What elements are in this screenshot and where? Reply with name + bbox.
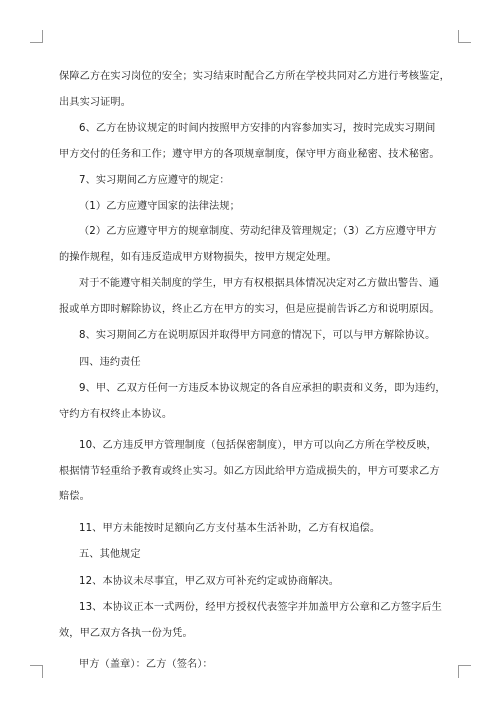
clause-7-item-1: （1）乙方应遵守国家的法律法规； xyxy=(79,200,240,212)
clause-7-heading: 7、实习期间乙方应遵守的规定： xyxy=(79,175,230,186)
clause-11-line: 11、甲方未能按时足额向乙方支付基本生活补助，乙方有权追偿。 xyxy=(79,522,381,534)
clause-10-line: 根据情节轻重给予教育或终止实习。如乙方因此给甲方造成损失的，甲方可要求乙方 xyxy=(59,465,440,477)
section-heading-other: 五、其他规定 xyxy=(79,549,141,560)
clause-10-line: 赔偿。 xyxy=(59,491,90,502)
discipline-paragraph-line: 对于不能遵守相关制度的学生，甲方有权根据具体情况决定对乙方做出警告、通 xyxy=(79,278,440,289)
crop-mark-top-left xyxy=(30,30,43,43)
clause-10-line: 10、乙方违反甲方管理制度（包括保密制度），甲方可以向乙方所在学校反映， xyxy=(79,440,437,451)
clause-6-line: 甲方交付的任务和工作；遵守甲方的各项规章制度，保守甲方商业秘密、技术秘密。 xyxy=(59,148,440,160)
clause-13-line: 效，甲乙双方各执一份为凭。 xyxy=(59,627,193,639)
clause-8-line: 8、实习期间乙方在说明原因并取得甲方同意的情况下，可以与甲方解除协议。 xyxy=(79,330,436,341)
clause-7-item-2: （2）乙方应遵守甲方的规章制度、劳动纪律及管理规定；（3）乙方应遵守甲方 xyxy=(79,226,437,237)
document-body xyxy=(59,64,450,678)
crop-mark-bottom-right xyxy=(458,665,471,678)
discipline-paragraph-line: 报或单方即时解除协议，终止乙方在甲方的实习，但是应提前告诉乙方和说明原因。 xyxy=(59,303,440,315)
clause-13-line: 13、本协议正本一式两份，经甲方授权代表签字并加盖甲方公章和乙方签字后生 xyxy=(79,602,442,613)
clause-6-line: 6、乙方在协议规定的时间内按照甲方安排的内容参加实习，按时完成实习期间 xyxy=(79,123,436,134)
clause-7-item-3: 的操作规程，如有违反造成甲方财物损失，按甲方规定处理。 xyxy=(59,251,337,263)
section-heading-breach: 四、违约责任 xyxy=(79,356,141,368)
clause-12-line: 12、本协议未尽事宜，甲乙双方可补充约定或协商解决。 xyxy=(79,575,340,587)
signature-line: 甲方（盖章）：乙方（签名）： xyxy=(79,659,213,670)
paragraph-line: 出具实习证明。 xyxy=(59,96,132,108)
crop-mark-bottom-left xyxy=(30,665,43,678)
crop-mark-top-right xyxy=(458,30,471,43)
paragraph-line: 保障乙方在实习岗位的安全；实习结束时配合乙方所在学校共同对乙方进行考核鉴定， xyxy=(59,71,450,82)
clause-9-line: 守约方有权终止本协议。 xyxy=(59,408,173,420)
clause-9-line: 9、甲、乙双方任何一方违反本协议规定的各自应承担的职责和义务，即为违约， xyxy=(79,383,446,394)
